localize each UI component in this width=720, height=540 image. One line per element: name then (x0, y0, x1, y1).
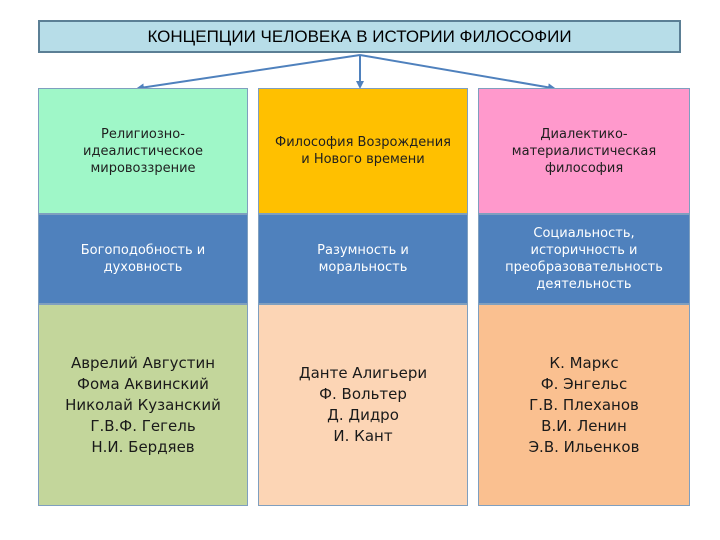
names-renaissance-modern (258, 304, 468, 506)
concept-rationality-text: Разумность и моральность (317, 243, 409, 275)
names-religious-idealist-text: Аврелий Августин Фома Аквинский Николай Кузанский Г.В.Ф. Гегель Н.И. Бердяев (65, 353, 221, 456)
concept-sociality-text: Социальность, историчность и преобразовательность деятельность (505, 226, 663, 292)
diagram-title-text: КОНЦЕПЦИИ ЧЕЛОВЕКА В ИСТОРИИ ФИЛОСОФИИ (147, 26, 572, 46)
header-renaissance-modern-text: Философия Возрождения и Нового времени (275, 135, 451, 167)
names-renaissance-modern-text: Данте Алигьери Ф. Вольтер Д. Дидро И. Кант (298, 364, 428, 445)
concept-sociality (478, 214, 690, 304)
concept-godlikeness-text: Богоподобность и духовность (80, 243, 206, 275)
arrow-right (360, 55, 552, 88)
arrow-left (140, 55, 360, 88)
concept-rationality (258, 214, 468, 304)
header-religious-idealist (38, 88, 248, 214)
header-renaissance-modern (258, 88, 468, 214)
header-dialectical-materialist-text: Диалектико- материалистическая философия (511, 126, 657, 176)
names-dialectical-materialist (478, 304, 690, 506)
concept-godlikeness (38, 214, 248, 304)
header-dialectical-materialist (478, 88, 690, 214)
names-religious-idealist (38, 304, 248, 506)
header-religious-idealist-text: Религиозно- идеалистическое мировоззрение (83, 126, 203, 176)
names-dialectical-materialist-text: К. Маркс Ф. Энгельс Г.В. Плеханов В.И. Ленин Э.В. Ильенков (528, 353, 640, 456)
